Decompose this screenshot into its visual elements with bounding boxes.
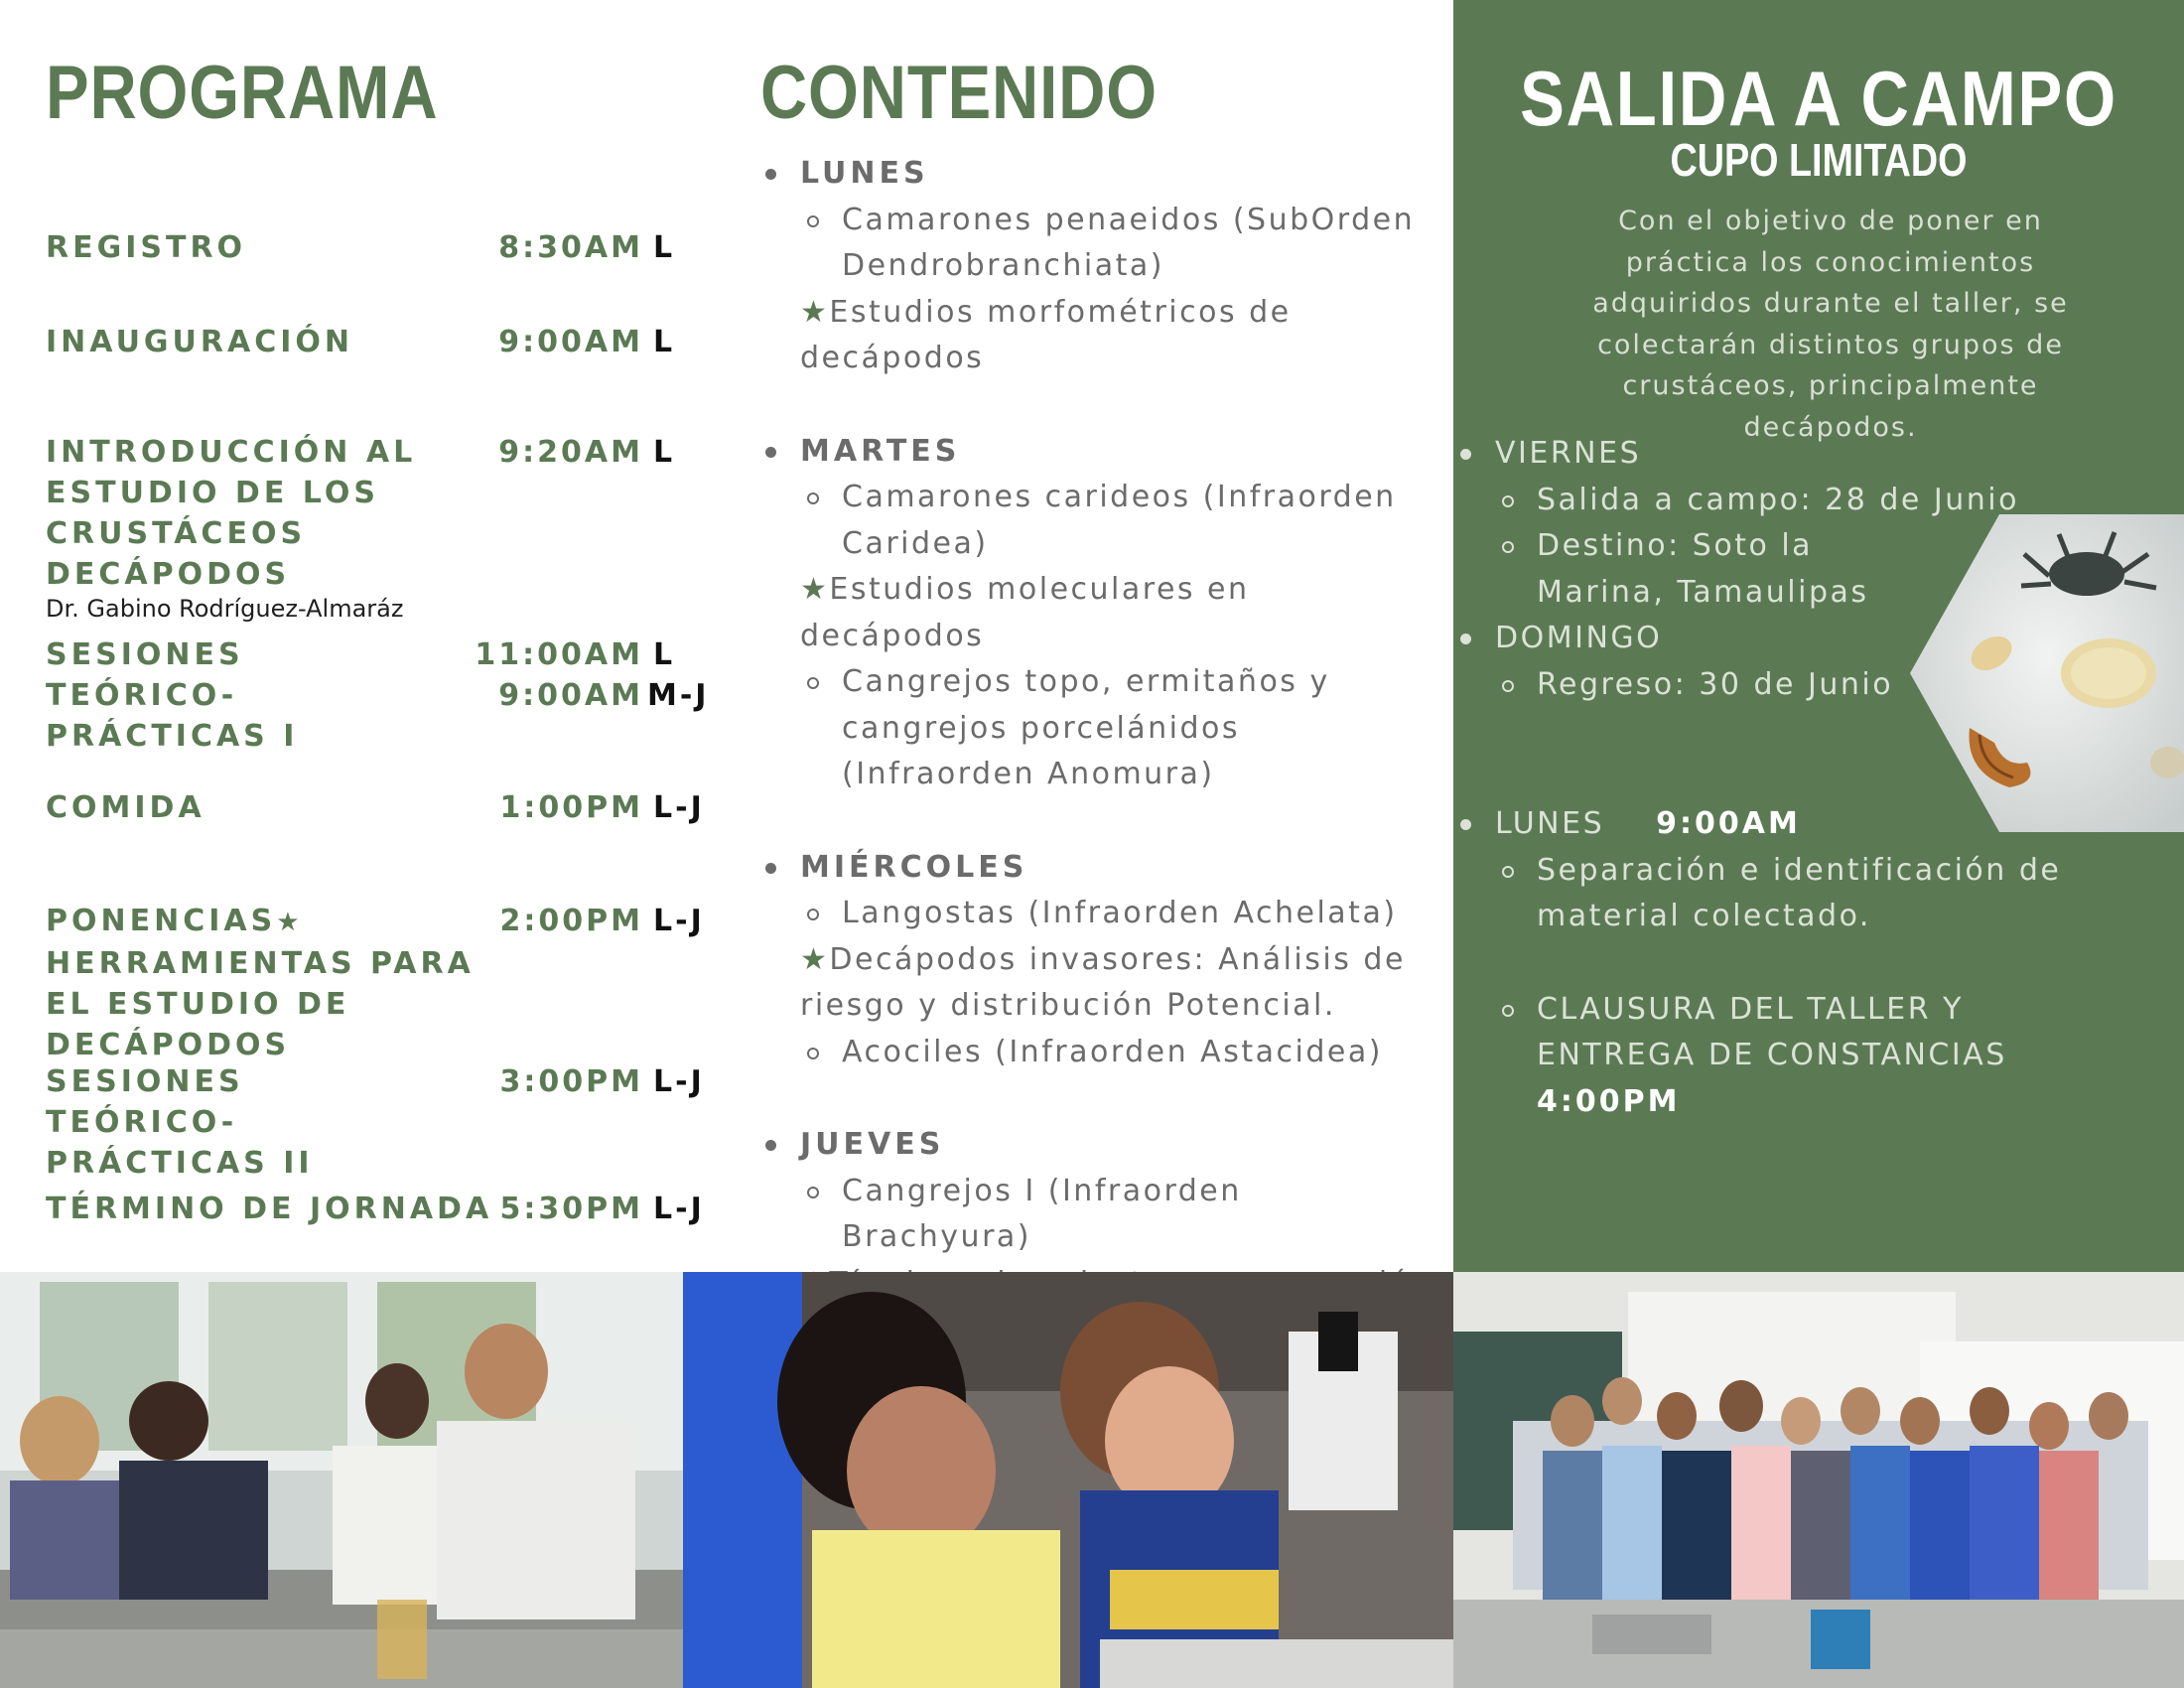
trip-item — [1453, 523, 1874, 616]
schedule-time: 9:20AM — [498, 435, 643, 470]
salida-list — [1453, 431, 2184, 1125]
trip-item: Separación e identificación de material colectado. — [1453, 848, 2093, 940]
schedule-days: L-J — [653, 1064, 705, 1099]
topic-item: Langostas (Infraorden Achelata) — [760, 891, 1435, 937]
day-heading-viernes: VIERNES — [1453, 431, 2184, 478]
clausura-time: 4:00PM — [1537, 1083, 1681, 1119]
topic-item: Camarones carideos (Infraorden Caridea) — [760, 475, 1435, 567]
schedule-days: L-J — [653, 1192, 705, 1226]
schedule-days: L — [653, 230, 676, 265]
schedule-time-2: 9:00AM — [498, 678, 643, 713]
schedule-label: INTRODUCCIÓN AL ESTUDIO DE LOS CRUSTÁCEOS DECÁPODOS — [46, 435, 417, 592]
day-label: LUNES — [1495, 806, 1605, 841]
special-topic-text: Decápodos invasores: Análisis de riesgo y distribución Potencial. — [800, 941, 1406, 1023]
schedule-days-2: M-J — [647, 678, 710, 713]
special-topic-text: Estudios morfométricos de decápodos — [800, 294, 1292, 375]
speaker-name: Dr. Gabino Rodríguez-Almaráz — [46, 595, 404, 623]
schedule-label: TÉRMINO DE JORNADA — [46, 1192, 493, 1226]
contenido-title: CONTENIDO — [760, 51, 1158, 135]
schedule-days-block — [647, 634, 710, 716]
topic-item: Cangrejos topo, ermitaños y cangrejos porcelánidos (Infraorden Anomura) — [760, 659, 1435, 798]
schedule-time: 9:00AM — [498, 325, 643, 359]
schedule-label-block — [46, 432, 502, 623]
schedule-time: 3:00PM — [499, 1064, 643, 1099]
clausura-label: CLAUSURA DEL TALLER Y ENTREGA DE CONSTANCIAS — [1537, 991, 2007, 1072]
lunes-time: 9:00AM — [1656, 806, 1801, 841]
day-heading-lunes — [1453, 801, 2184, 848]
special-topic — [760, 937, 1435, 1030]
star-icon: ★ — [800, 572, 830, 607]
special-topic — [760, 290, 1435, 382]
contenido-list — [760, 151, 1435, 1446]
schedule-label: SESIONES TEÓRICO-PRÁCTICAS I — [46, 637, 299, 754]
schedule-label-rest: HERRAMIENTAS PARA EL ESTUDIO DE DECÁPODOS — [46, 946, 475, 1062]
schedule-days: L — [653, 325, 676, 359]
trip-destination: Destino: Soto la Marina, Tamaulipas — [1537, 528, 1869, 610]
schedule-time: 11:00AM — [475, 637, 643, 672]
schedule-days: L-J — [653, 790, 705, 825]
day-heading-lunes: LUNES — [760, 151, 1435, 198]
schedule-days: L-J — [653, 904, 705, 938]
star-icon: ★ — [800, 941, 830, 977]
group-photo — [1453, 1272, 2184, 1688]
day-heading-jueves: JUEVES — [760, 1122, 1435, 1169]
clausura-item — [1453, 987, 2132, 1126]
schedule-days: L — [653, 637, 676, 672]
schedule-time-block — [475, 634, 643, 716]
programa-title: PROGRAMA — [46, 51, 439, 135]
trip-item: Salida a campo: 28 de Junio — [1453, 478, 2184, 524]
special-topic — [760, 567, 1435, 659]
schedule-time: 2:00PM — [499, 904, 643, 938]
schedule-time: 5:30PM — [499, 1192, 643, 1226]
trip-item: Regreso: 30 de Junio — [1453, 662, 2184, 709]
special-topic-text: Estudios moleculares en decápodos — [800, 572, 1250, 653]
schedule-label: PONENCIAS — [46, 904, 277, 938]
star-icon: ★ — [276, 908, 304, 937]
schedule-label: COMIDA — [46, 790, 205, 825]
day-heading-domingo: DOMINGO — [1453, 616, 2184, 662]
schedule-time: 1:00PM — [499, 790, 643, 825]
schedule-days: L — [653, 435, 676, 470]
topic-item: Acociles (Infraorden Astacidea) — [760, 1030, 1435, 1076]
salida-title: SALIDA A CAMPO — [1520, 55, 2117, 142]
schedule-label-block — [46, 901, 502, 1065]
salida-description: Con el objetivo de poner en práctica los conocimientos adquiridos durante el taller, se colectarán distintos grupos de crustáceos, principalmente decápodos. — [1592, 206, 2069, 443]
lab-photo-2 — [683, 1272, 1453, 1688]
salida-subtitle: CUPO LIMITADO — [1670, 134, 1968, 186]
lab-photo-1 — [0, 1272, 683, 1688]
schedule-label: REGISTRO — [46, 230, 247, 265]
day-heading-martes: MARTES — [760, 429, 1435, 476]
schedule-time: 8:30AM — [498, 230, 643, 265]
schedule-label: INAUGURACIÓN — [46, 325, 354, 359]
topic-item: Camarones penaeidos (SubOrden Dendrobranchiata) — [760, 198, 1435, 290]
star-icon: ★ — [800, 294, 830, 330]
day-heading-miercoles: MIÉRCOLES — [760, 845, 1435, 892]
topic-item: Cangrejos I (Infraorden Brachyura) — [760, 1169, 1435, 1261]
schedule-label: SESIONES TEÓRICO-PRÁCTICAS II — [46, 1064, 314, 1181]
